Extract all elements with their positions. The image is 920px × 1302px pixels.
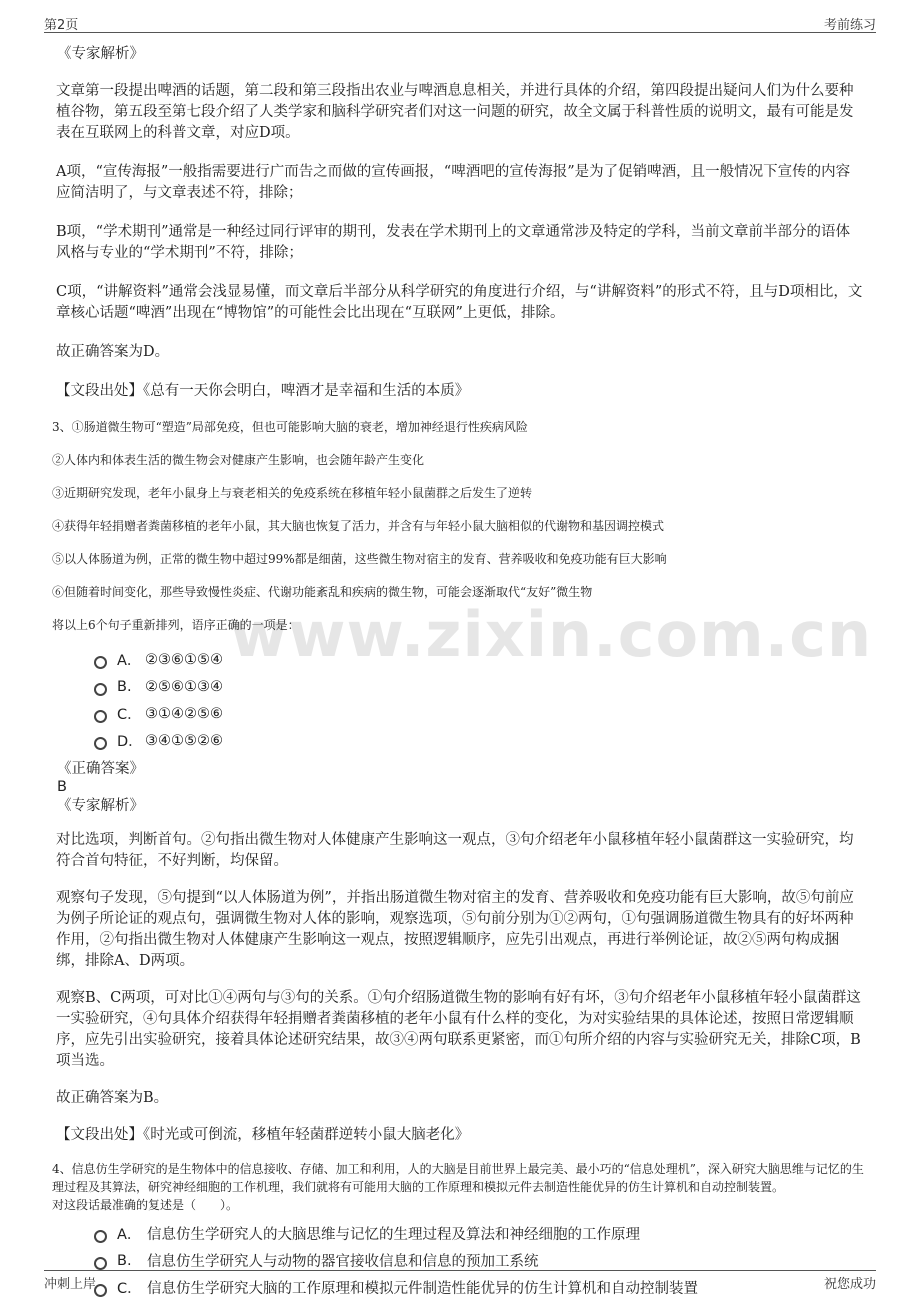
expert-analysis-heading: 《专家解析》: [57, 46, 144, 62]
expert-analysis-heading: 《专家解析》: [57, 798, 144, 814]
page-number: 第2页: [44, 18, 79, 33]
answer-conclusion: 故正确答案为B。: [56, 1090, 169, 1106]
q3-statement: ⑤以人体肠道为例，正常的微生物中超过99%都是细菌，这些微生物对宿主的发育、营养吸收和免疫功能有巨大影响: [52, 552, 667, 566]
option-b[interactable]: B. ②⑤⑥①③④: [94, 673, 876, 700]
source-note: 【文段出处】《时光或可倒流，移植年轻菌群逆转小鼠大脑老化》: [56, 1127, 470, 1143]
q3-statement: 3、①肠道微生物可“塑造”局部免疫，但也可能影响大脑的衰老，增加神经退行性疾病风险: [52, 420, 528, 434]
q3-statement: ②人体内和体表生活的微生物会对健康产生影响，也会随年龄产生变化: [52, 453, 425, 467]
page-content: [44, 36, 876, 1301]
radio-icon[interactable]: [94, 710, 107, 723]
option-a[interactable]: A． 信息仿生学研究人的大脑思维与记忆的生理过程及算法和神经细胞的工作原理: [94, 1220, 876, 1247]
analysis-paragraph: 文章第一段提出啤酒的话题，第二段和第三段指出农业与啤酒息息相关，并进行具体的介绍，第四段提出疑问人们为什么要种植谷物，第五段至第七段介绍了人类学家和脑科学研究者们对这一问题的研究，故全文属于科普性质的说明文，最有可能是发表在互联网上的科普文章，对应D项。: [56, 83, 854, 141]
analysis-paragraph: C项，“讲解资料”通常会浅显易懂，而文章后半部分从科学研究的角度进行介绍，与“讲解资料”的形式不符，且与D项相比，文章核心话题“啤酒”出现在“博物馆”的可能性会比出现在“互联网”上更低，排除。: [56, 284, 863, 321]
correct-answer-heading: 《正确答案》: [57, 761, 144, 777]
option-b[interactable]: B. 信息仿生学研究人与动物的器官接收信息和信息的预加工系统: [94, 1247, 876, 1274]
analysis-paragraph: A项，“宣传海报”一般指需要进行广而告之而做的宣传画报，“啤酒吧的宣传海报”是为了促销啤酒，且一般情况下宣传的内容应简洁明了，与文章表述不符，排除；: [56, 164, 851, 201]
analysis-paragraph: 对比选项，判断首句。②句指出微生物对人体健康产生影响这一观点，③句介绍老年小鼠移植年轻小鼠菌群这一实验研究，均符合首句特征，不好判断，均保留。: [56, 832, 854, 869]
radio-icon[interactable]: [94, 1284, 107, 1297]
option-a[interactable]: A． ②③⑥①⑤④: [94, 646, 876, 673]
watermark: www.zixin.com.cn: [230, 598, 873, 671]
analysis-paragraph: 观察句子发现，⑤句提到“以人体肠道为例”，并指出肠道微生物对宿主的发育、营养吸收和免疫功能有巨大影响，故⑤句前应为例子所论证的观点句，强调微生物对人体的影响，观察选项，⑤句前分别为①②两句，①句强调肠道微生物具有的好坏两种作用，②句指出微生物对人体健康产生影响这一观点，按照逻辑顺序，应先引出观点，再进行举例论证，故②⑤两句构成捆绑，排除A、D两项。: [56, 890, 854, 969]
radio-icon[interactable]: [94, 737, 107, 750]
q3-statement: ⑥但随着时间变化，那些导致慢性炎症、代谢功能紊乱和疾病的微生物，可能会逐渐取代“友好”微生物: [52, 585, 593, 599]
analysis-paragraph: 观察B、C两项，可对比①④两句与③句的关系。①句介绍肠道微生物的影响有好有坏，③句介绍老年小鼠移植年轻小鼠菌群这一实验研究，④句具体介绍获得年轻捐赠者粪菌移植的老年小鼠有什么样的变化，为对实验结果的具体论述，按照日常逻辑顺序，应先引出实验研究，接着具体论述研究结果，故③④两句联系更紧密，而①句所介绍的内容与实验研究无关，排除C项，B项当选。: [56, 990, 861, 1069]
source-note: 【文段出处】《总有一天你会明白，啤酒才是幸福和生活的本质》: [56, 383, 470, 399]
q3-prompt: 将以上6个句子重新排列，语序正确的一项是：: [52, 618, 300, 632]
radio-icon[interactable]: [94, 683, 107, 696]
footer-right-label: 祝您成功: [823, 1277, 876, 1292]
q4-options: [94, 1220, 876, 1301]
radio-icon[interactable]: [94, 656, 107, 669]
q4-stem: 4、信息仿生学研究的是生物体中的信息接收、存储、加工和利用，人的大脑是目前世界上最完美、最小巧的“信息处理机”，深入研究大脑思维与记忆的生理过程及其算法，研究神经细胞的工作机理，我们就将有可能用大脑的工作原理和模拟元件去制造性能优异的仿生计算机和自动控制装置。: [52, 1162, 864, 1194]
answer-conclusion: 故正确答案为D。: [56, 344, 170, 360]
footer-left-label: 冲刺上岸: [44, 1277, 97, 1292]
q3-options: [94, 646, 876, 754]
correct-answer: B: [57, 779, 67, 795]
page-header: [44, 14, 876, 33]
option-c[interactable]: C． 信息仿生学研究大脑的工作原理和模拟元件制造性能优异的仿生计算机和自动控制装置: [94, 1274, 876, 1301]
q3-statement: ③近期研究发现，老年小鼠身上与衰老相关的免疫系统在移植年轻小鼠菌群之后发生了逆转: [52, 486, 533, 500]
q3-statement: ④获得年轻捐赠者粪菌移植的老年小鼠，其大脑也恢复了活力，并含有与年轻小鼠大脑相似的代谢物和基因调控模式: [52, 519, 665, 533]
radio-icon[interactable]: [94, 1230, 107, 1243]
analysis-paragraph: B项，“学术期刊”通常是一种经过同行评审的期刊，发表在学术期刊上的文章通常涉及特定的学科，当前文章前半部分的语体风格与专业的“学术期刊”不符，排除；: [56, 224, 850, 261]
header-label: 考前练习: [823, 18, 876, 33]
option-d[interactable]: D． ③④①⑤②⑥: [94, 727, 876, 754]
q4-prompt: 对这段话最准确的复述是（ ）。: [52, 1198, 239, 1212]
option-c[interactable]: C． ③①④②⑤⑥: [94, 700, 876, 727]
radio-icon[interactable]: [94, 1257, 107, 1270]
